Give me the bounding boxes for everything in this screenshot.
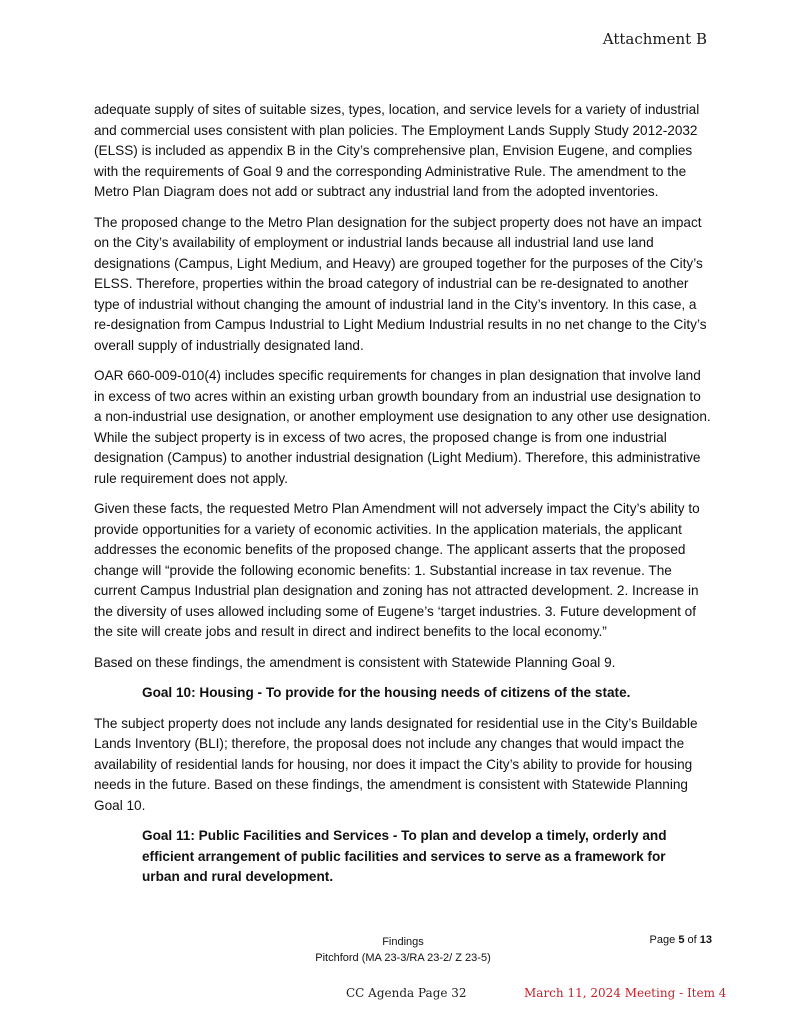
page-of: of	[687, 934, 697, 946]
paragraph-goal10: The subject property does not include any lands designated for residential use in the City’s Buildable Lands Inventory (BLI); therefore, the proposal does not include any changes that would impact the availability of residential lands for housing, nor does it impact the City’s ability to provide for housing needs in the future. Based on these findings, the amendment is consistent with Statewide Planning Goal 10.	[94, 715, 698, 813]
paragraph-economic-benefits: Given these facts, the requested Metro Plan Amendment will not adversely impact the City’s ability to provide opportunities for a variety of economic activities. In the application materials, the applicant addresses the economic benefits of the proposed change. The applicant asserts that the proposed change will “provide the following economic benefits: 1. Substantial increase in tax revenue. The current Campus Industrial plan designation and zoning has not attracted development. 2. Increase in the diversity of uses allowed including some of Eugene’s ‘target industries. 3. Future development of the site will create jobs and result in direct and indirect benefits to the local economy.”	[94, 501, 700, 639]
agenda-page: CC Agenda Page 32	[346, 986, 467, 1000]
meeting-item: March 11, 2024 Meeting - Item 4	[524, 986, 727, 1000]
page-footer	[94, 932, 712, 972]
goal10-heading: Goal 10: Housing - To provide for the housing needs of citizens of the state.	[142, 685, 631, 700]
attachment-label: Attachment B	[602, 30, 707, 48]
footer-case-number: Pitchford (MA 23-3/RA 23-2/ Z 23-5)	[315, 952, 491, 964]
footer-title: Findings	[382, 936, 424, 948]
paragraph-oar-rule: OAR 660-009-010(4) includes specific requirements for changes in plan designation that involve land in excess of two acres within an existing urban growth boundary from an industrial use designation to a non-industrial use designation, or another employment use designation to any other use designation. While the subject property is in excess of two acres, the proposed change is from one industrial designation (Campus) to another industrial designation (Light Medium). Therefore, this administrative rule requirement does not apply.	[94, 368, 711, 486]
page-number	[650, 934, 712, 946]
goal11-heading: Goal 11: Public Facilities and Services - To plan and develop a timely, orderly and efficient arrangement of public facilities and services to serve as a framework for urban and rural development.	[142, 828, 667, 884]
page-total: 13	[699, 934, 712, 946]
paragraph-goal9-conclusion: Based on these findings, the amendment is consistent with Statewide Planning Goal 9.	[94, 654, 616, 670]
page-current: 5	[678, 934, 685, 946]
document-body	[94, 100, 712, 888]
page-label: Page	[649, 934, 676, 946]
paragraph-designation-change: The proposed change to the Metro Plan designation for the subject property does not have an impact on the City’s availability of employment or industrial lands because all industrial land use land designations (Campus, Light Medium, and Heavy) are grouped together for the purposes of the City’s ELSS. Therefore, properties within the broad category of industrial can be re-designated to another type of industrial without changing the amount of industrial land in the City’s inventory. In this case, a re-designation from Campus Industrial to Light Medium Industrial results in no net change to the City’s overall supply of industrially designated land.	[94, 214, 707, 353]
paragraph-goal9-continued: adequate supply of sites of suitable sizes, types, location, and service levels for a variety of industrial and commercial uses consistent with plan policies. The Employment Lands Supply Study 2012-2032 (ELSS) is included as appendix B in the City’s comprehensive plan, Envision Eugene, and complies with the requirements of Goal 9 and the corresponding Administrative Rule. The amendment to the Metro Plan Diagram does not add or subtract any industrial land from the adopted inventories.	[94, 102, 700, 199]
